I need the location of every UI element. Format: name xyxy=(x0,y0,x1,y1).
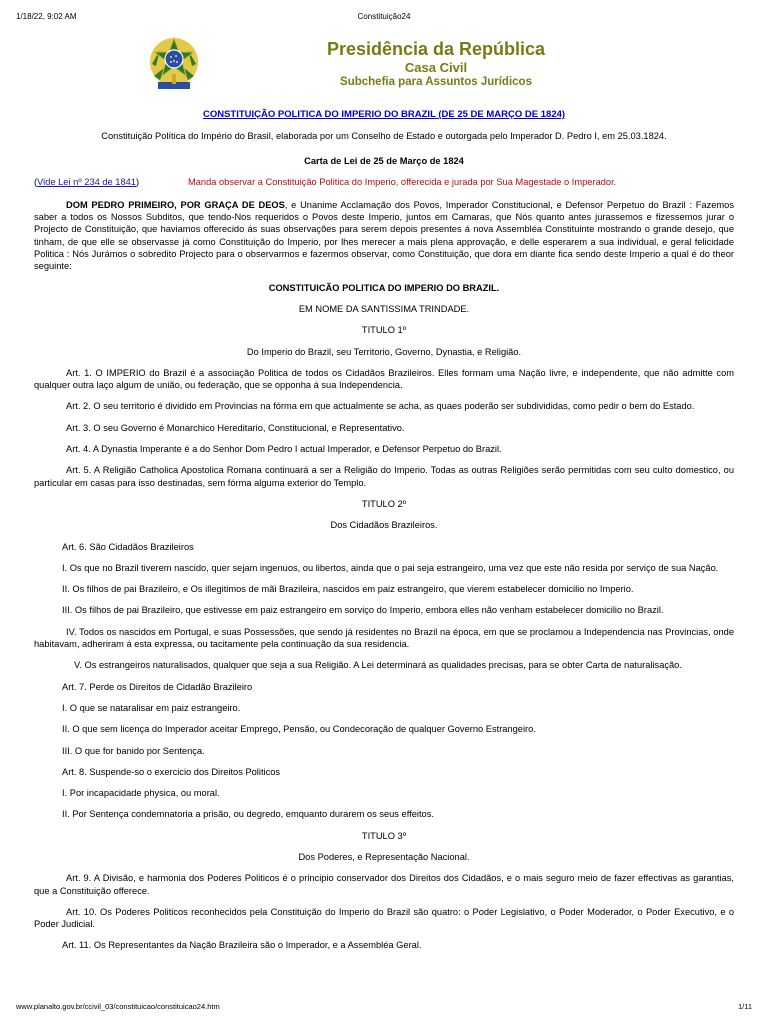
titulo-1: TITULO 1º xyxy=(361,325,407,336)
masthead-title: Presidência da República xyxy=(326,39,546,59)
constitution-heading: CONSTITUICÃO POLITICA DO IMPERIO DO BRAZIL. xyxy=(268,282,500,293)
art-4: Art. 4. A Dynastia Imperante é a do Senhor Dom Pedro I actual Imperador, e Defensor Perpetuo do Brazil. xyxy=(66,444,502,455)
document-body xyxy=(34,104,734,961)
titulo-1-subtitle: Do Imperio do Brazil, seu Territorio, Governo, Dynastia, e Religião. xyxy=(246,346,522,357)
masthead-subtitle-2: Subchefia para Assuntos Jurídicos xyxy=(340,76,532,88)
titulo-3: TITULO 3º xyxy=(361,830,407,841)
art-6-iii: III. Os filhos de pai Brazileiro, que estivesse em paiz estrangeiro em sorviço do Imperio, embora elles não venham estabelecer domicilio no Brazil. xyxy=(62,605,664,616)
intro-text: Constituição Política do Império do Brasil, elaborada por um Conselho de Estado e outorgada pelo Imperador D. Pedro I, em 25.03.1824. xyxy=(101,131,667,142)
art-9: Art. 9. A Divisão, e harmonia dos Poderes Politicos é o principio conservador dos Direitos dos Cidadãos, e o mais seguro meio de fazer effectivas as garantias, que a Constituição offerece. xyxy=(34,873,734,896)
invocation: EM NOME DA SANTISSIMA TRINDADE. xyxy=(298,303,470,314)
print-footer xyxy=(16,1002,752,1014)
print-page-number: 1/11 xyxy=(737,1002,752,1011)
art-5: Art. 5. A Religião Catholica Apostolica Romana continuará a ser a Religião do Imperio. Todas as outras Religiões serão permitidas com seu culto domestico, ou particular em casas para isso destinadas, sem fórma alguma exterior do Templo. xyxy=(34,465,734,488)
preamble xyxy=(34,199,734,273)
titulo-2-subtitle: Dos Cidadãos Brazileiros. xyxy=(330,520,438,531)
vide-lei-link[interactable]: Vide Lei nº 234 de 1841 xyxy=(37,176,136,187)
art-10: Art. 10. Os Poderes Politicos reconhecidos pela Constituição do Imperio do Brazil são quatro: o Poder Legislativo, o Poder Moderador, o Poder Executivo, e o Poder Judicial. xyxy=(34,906,734,930)
vide-row: (Vide Lei nº 234 de 1841) Manda observar a Constituição Politica do Imperio, offerecida e jurada por Sua Magestade o Imperador. xyxy=(34,176,617,187)
carta-de-lei: Carta de Lei de 25 de Março de 1824 xyxy=(304,155,464,166)
masthead-subtitle: Casa Civil xyxy=(404,60,468,75)
art-2: Art. 2. O seu territorio é dividido em Provincias na fórma em que actualmente se acha, as quaes poderão ser subdivididas, como pedir o bem do Estado. xyxy=(66,401,695,412)
art-6-i: I. Os que no Brazil tiverem nascido, quer sejam ingenuos, ou libertos, ainda que o pai seja estrangeiro, uma vez que este não resida por serviço de sua Nação. xyxy=(62,562,719,573)
art-8-i: I. Por incapacidade physica, ou moral. xyxy=(62,788,220,799)
art-7: Art. 7. Perde os Direitos de Cidadão Brazileiro xyxy=(62,681,253,692)
art-6-ii: II. Os filhos de pai Brazileiro, e Os illegitimos de mãi Brazileira, nascidos em paiz estrangeiro, que vierem estabelecer domicilio no Imperio. xyxy=(62,584,634,595)
print-header xyxy=(16,12,752,26)
art-1: Art. 1. O IMPERIO do Brazil é a associação Politica de todos os Cidadãos Brazileiros. Elles formam uma Nação livre, e independente, que não admitte com qualquer outra laço algum de união, ou federação, que se opponha á sua Independencia. xyxy=(34,367,734,391)
print-url: www.planalto.gov.br/ccivil_03/constituicao/constituicao24.htm xyxy=(16,1002,220,1011)
constitution-title-link[interactable]: CONSTITUIÇÃO POLITICA DO IMPERIO DO BRAZIL (DE 25 DE MARÇO DE 1824) xyxy=(202,109,566,120)
art-6: Art. 6. São Cidadãos Brazileiros xyxy=(62,541,194,552)
print-datetime: 1/18/22, 9:02 AM xyxy=(16,12,77,21)
art-8-ii: II. Por Sentença condemnatoria a prisão, ou degredo, emquanto durarem os seus effeitos. xyxy=(62,809,434,820)
art-7-i: I. O que se nataralisar em paiz estrangeiro. xyxy=(62,702,241,713)
preamble-bold: DOM PEDRO PRIMEIRO, POR GRAÇA DE DEOS xyxy=(66,199,285,210)
vide-paren: ( xyxy=(34,176,38,187)
art-6-iv: IV. Todos os nascidos em Portugal, e suas Possessões, que sendo já residentes no Brazil na época, em que se proclamou a Independencia nas Provincias, onde habitavam, adheriram á esta expressa, ou tacitamente pela continuação da sua residencia. xyxy=(34,626,734,650)
art-6-v: V. Os estrangeiros naturalisados, qualquer que seja a sua Religião. A Lei determinará as qualidades precisas, para se obter Carta de naturalisação. xyxy=(74,660,682,671)
art-7-ii: II. O que sem licença do Imperador aceitar Emprego, Pensão, ou Condecoração de qualquer Governo Estrangeiro. xyxy=(62,724,536,735)
masthead xyxy=(36,30,736,102)
art-3: Art. 3. O seu Governo é Monarchico Hereditario, Constitucional, e Representativo. xyxy=(66,422,405,433)
preamble-text: , e Unanime Acclamação dos Povos, Imperador Constitucional, e Defensor Perpetuo do Brazil : Fazemos saber a todos os Nossos Subditos, que tendo-Nos requeridos o Povos deste Imperio, juntos em Camaras, que Nós quanto antes jurassemos e fizessemos jurar o Projecto de Constituição, que haviamos offerecido ás suas observações para serem depois presentes á nova Assembléa Constituinte mostrando o grande desejo, que tinham, de que elle se observasse já como Constituição do Imperio, por lhes merecer a mais plena approvação, e delle esperarem a sua individual, e geral felicidade Politica : Nós Jurámos o sobredito Projecto para o observarmos e fazermos observar, como Constituição, que dora em diante fica sendo deste Imperio a qual é do theor seguinte: xyxy=(34,199,734,272)
titulo-2: TITULO 2º xyxy=(361,498,407,509)
art-7-iii: III. O que for banido por Sentença. xyxy=(62,745,205,756)
art-8: Art. 8. Suspende-so o exercicio dos Direitos Politicos xyxy=(62,766,281,777)
print-page-title: Constituição24 xyxy=(357,12,411,21)
art-11: Art. 11. Os Representantes da Nação Brazileira são o Imperador, e a Assembléa Geral. xyxy=(62,940,422,951)
ementa: Manda observar a Constituição Politica do Imperio, offerecida e jurada por Sua Magestade o Imperador. xyxy=(188,176,617,187)
titulo-3-subtitle: Dos Poderes, e Representação Nacional. xyxy=(298,851,470,862)
